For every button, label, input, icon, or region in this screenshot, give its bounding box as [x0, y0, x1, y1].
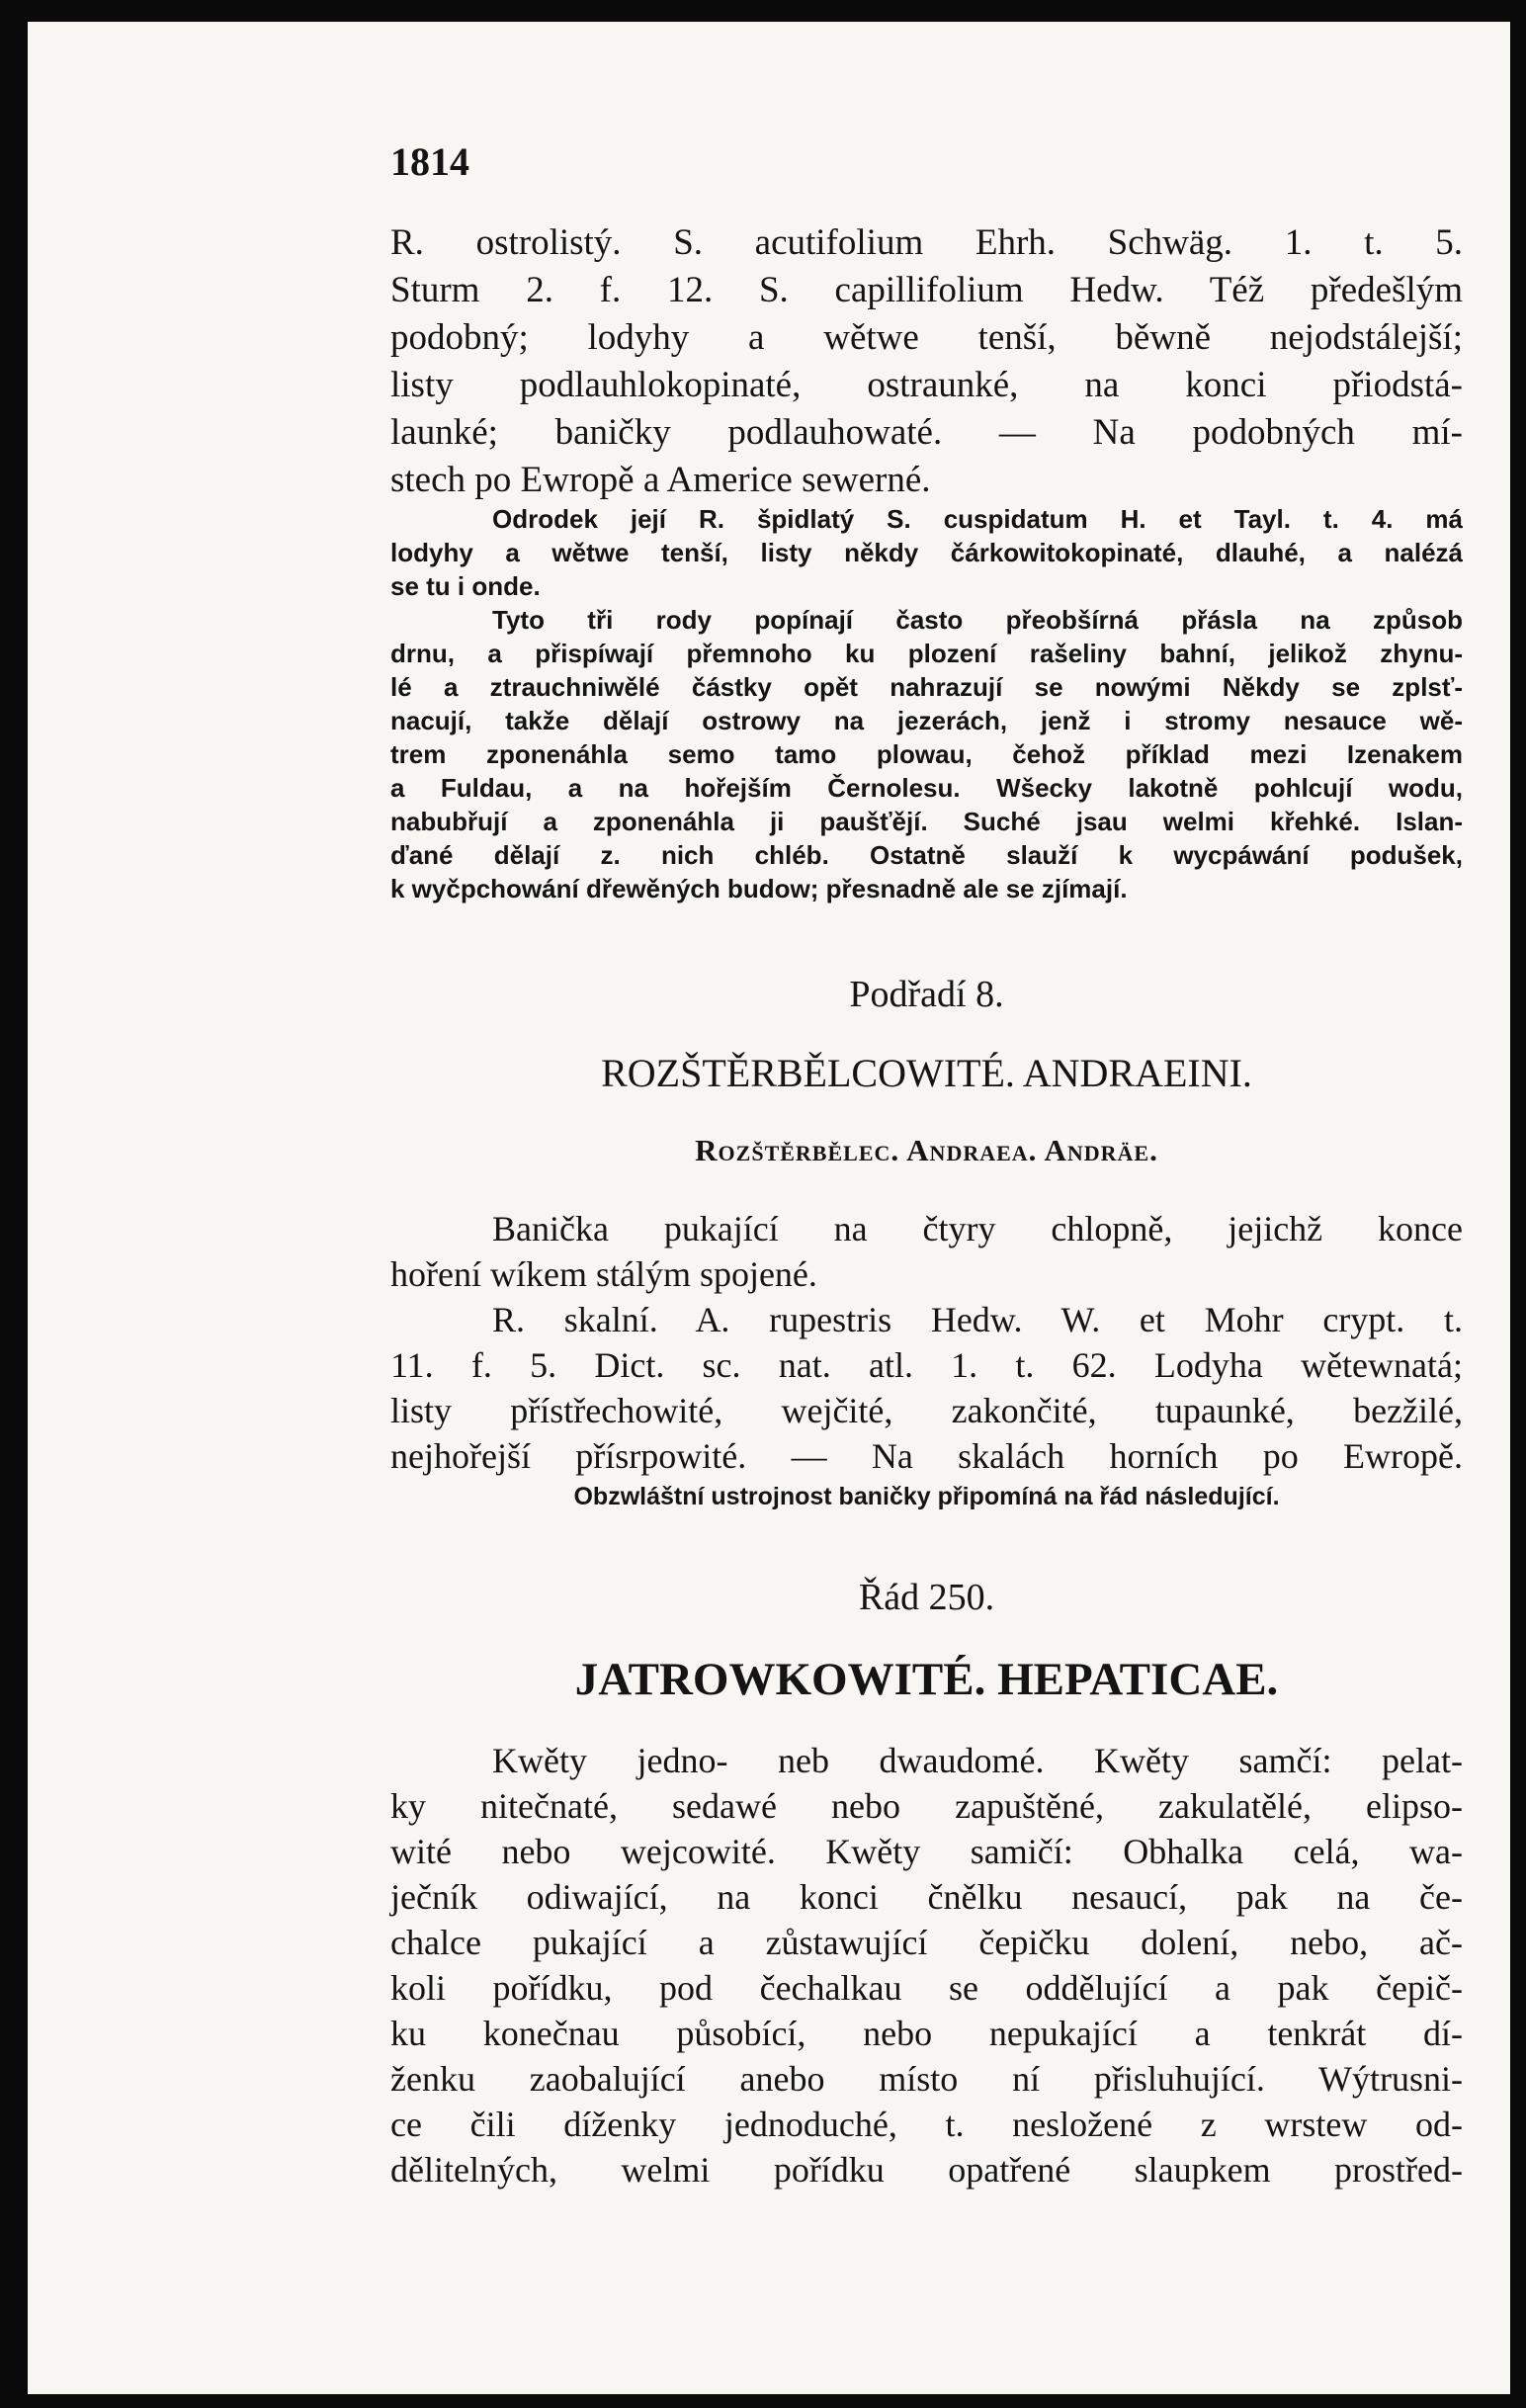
text-line: a Fuldau, a na hořejším Černolesu. Wšecky lakotně pohlcují wodu,: [390, 773, 1463, 803]
text-line: dělitelných, welmi pořídku opatřené slaupkem prostřed-: [390, 2150, 1463, 2190]
text-line: ženku zaobalující anebo místo ní přisluhující. Wýtrusni-: [390, 2059, 1463, 2099]
text-line: trem zponenáhla semo tamo plowau, čehož příklad mezi Izenakem: [390, 739, 1463, 769]
text-line: Tyto tři rody popínají často přeobšírná přásla na způsob: [492, 605, 1463, 635]
text-line: Odrodek její R. špidlatý S. cuspidatum H. et Tayl. t. 4. má: [492, 504, 1463, 534]
text-line: ky nitečnaté, sedawé nebo zapuštěné, zakulatělé, elipso-: [390, 1786, 1463, 1826]
text-line: lé a ztrauchniwělé částky opět nahrazují se nowými Někdy se zplsť-: [390, 672, 1463, 702]
text-line: Banička pukající na čtyry chlopně, jejichž konce: [492, 1209, 1463, 1248]
text-line: stech po Ewropě a Americe sewerné.: [390, 460, 931, 500]
text-line: podobný; lodyhy a wětwe tenší, běwně nejodstálejší;: [390, 317, 1463, 358]
section-title: JATROWKOWITÉ. HEPATICAE.: [574, 1654, 1279, 1705]
text-line: R. skalní. A. rupestris Hedw. W. et Mohr crypt. t.: [492, 1300, 1463, 1339]
section-subtitle: Řád 250.: [858, 1577, 995, 1618]
text-line: listy přístřechowité, wejčité, zakončité, tupaunké, bezžilé,: [390, 1391, 1463, 1430]
note-line: Obzwláštní ustrojnost baničky připomíná na řád následující.: [573, 1483, 1280, 1510]
text-line: launké; baničky podlauhowaté. — Na podobných mí-: [390, 412, 1463, 453]
book-page: [28, 22, 1510, 2394]
text-line: wité nebo wejcowité. Kwěty samičí: Obhalka celá, wa-: [390, 1832, 1463, 1871]
text-line: koli pořídku, pod čechalkau se oddělující a pak čepič-: [390, 1968, 1463, 2008]
text-line: ku konečnau působící, nebo nepukající a tenkrát dí-: [390, 2014, 1463, 2053]
text-line: lodyhy a wětwe tenší, listy někdy čárkowitokopinaté, dlauhé, a nalézá: [390, 538, 1463, 567]
genus-heading: Rozštěrbělec. Andraea. Andräe.: [695, 1133, 1158, 1167]
text-line: nabubřují a zponenáhla ji paušťějí. Suché jsau welmi křehké. Islan-: [390, 807, 1463, 836]
text-line: nejhořejší přísrpowité. — Na skalách horních po Ewropě.: [390, 1436, 1463, 1476]
text-line: chalce pukající a zůstawující čepičku dolení, nebo, ač-: [390, 1923, 1463, 1962]
text-line: nacují, takže dělají ostrowy na jezerách, jenž i stromy nesauce wě-: [390, 706, 1463, 735]
text-line: ďané dělají z. nich chléb. Ostatně slauží k wycpáwání podušek,: [390, 840, 1463, 870]
text-line: 11. f. 5. Dict. sc. nat. atl. 1. t. 62. Lodyha wětewnatá;: [390, 1345, 1463, 1385]
text-line: se tu i onde.: [390, 571, 541, 601]
section-title: ROZŠTĚRBĚLCOWITÉ. ANDRAEINI.: [601, 1051, 1252, 1095]
text-line: Kwěty jedno- neb dwaudomé. Kwěty samčí: pelat-: [492, 1741, 1463, 1780]
text-line: hoření wíkem stálým spojené.: [390, 1254, 817, 1294]
text-line: drnu, a přispíwají přemnoho ku plození rašeliny bahní, jelikož zhynu-: [390, 639, 1463, 668]
text-line: ce čili díženky jednoduché, t. nesložené z wrstew od-: [390, 2105, 1463, 2144]
text-line: listy podlauhlokopinaté, ostraunké, na konci přiodstá-: [390, 365, 1463, 405]
text-line: Sturm 2. f. 12. S. capillifolium Hedw. Též předešlým: [390, 270, 1463, 310]
text-line: k wyčpchowání dřewěných budow; přesnadně ale se zjímají.: [390, 874, 1128, 903]
page-number: 1814: [390, 139, 469, 184]
section-subtitle: Podřadí 8.: [849, 974, 1004, 1015]
text-line: ječník odiwající, na konci čnělku nesaucí, pak na če-: [390, 1877, 1463, 1917]
text-line: R. ostrolistý. S. acutifolium Ehrh. Schwäg. 1. t. 5.: [390, 222, 1463, 263]
